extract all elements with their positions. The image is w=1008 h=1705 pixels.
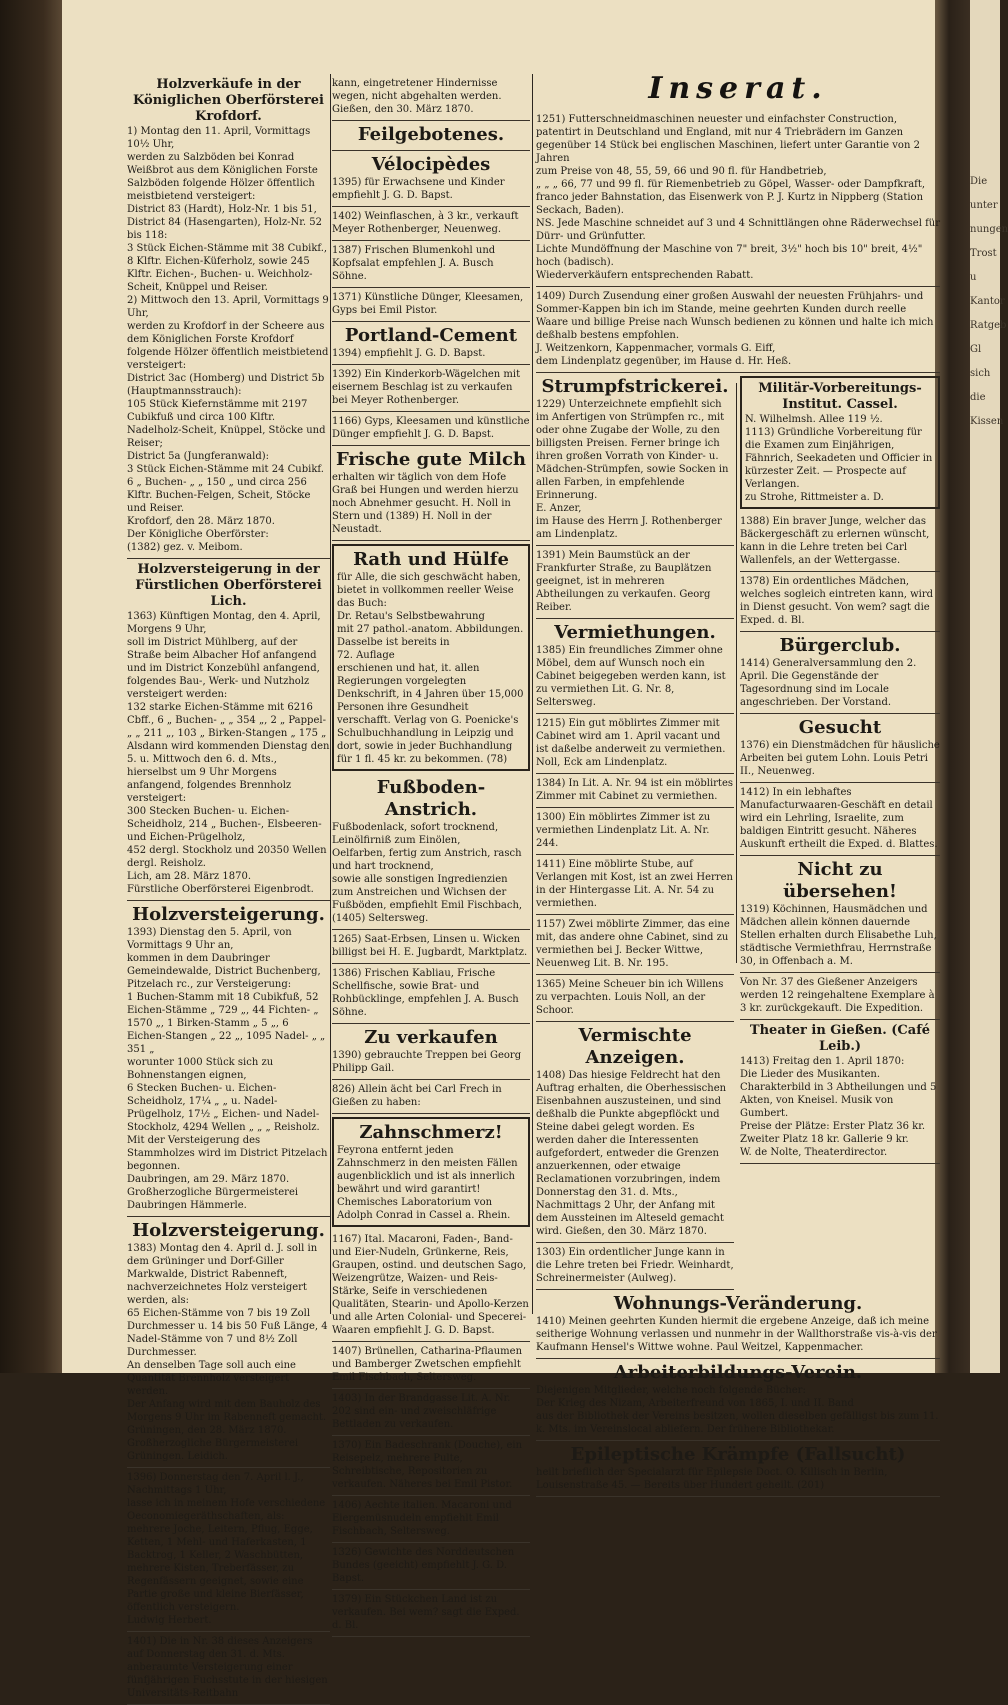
advertisement <box>536 1243 734 1290</box>
advertisement <box>740 376 940 509</box>
ad-text-line: District 83 (Hardt), Holz-Nr. 1 bis 51, District 84 (Hasengarten), Holz-Nr. 52 bis 118: <box>127 204 322 241</box>
advertisement <box>332 412 530 446</box>
advertisement <box>536 619 734 714</box>
ad-text-line: 1326) Gewichte des Norddeutschen Bundes (geeicht) empfiehlt J. G. D. Bapst. <box>332 1547 515 1584</box>
ad-heading: Arbeiterbildungs-Verein. <box>613 1362 863 1383</box>
ad-text-line: 1386) Frischen Kabliau, Frische Schellfische, sowie Brat- und Rohbücklinge, empfehlen J. A. Busch Söhne. <box>332 968 519 1018</box>
advertisement <box>127 1217 330 1468</box>
bleed-text: Kantor <box>970 296 1005 307</box>
ad-text-line: Feyrona entfernt jeden Zahnschmerz in den meisten Fällen augenblicklich und ist als innerlich bewährt und wird garantirt! <box>337 1145 518 1195</box>
ad-text-line: werden zu Krofdorf in der Scheere aus dem Königlichen Forste Krofdorf folgende Hölzer öffentlich meistbietend versteigert: <box>127 321 329 371</box>
column-3-left <box>536 373 734 1290</box>
advertisement <box>740 973 940 1020</box>
advertisement <box>740 783 940 856</box>
ad-text-line: Diejenigen Mitglieder, welche noch folgende Bücher: <box>536 1385 806 1396</box>
advertisement <box>332 446 530 541</box>
advertisement <box>740 714 940 783</box>
ad-text-line: 1113) Gründliche Vorbereitung für die Examen zum Einjährigen, Fähnrich, Seekadeten und Officier in kürzester Zeit. — Prospecte auf Verlangen. <box>745 427 933 490</box>
ad-heading: Holzverkäufe in der Königlichen Oberförsterei Krofdorf. <box>133 77 324 124</box>
advertisement <box>536 546 734 619</box>
advertisement <box>127 1632 330 1705</box>
advertisement <box>332 1024 530 1080</box>
ad-text-line: 65 Eichen-Stämme von 7 bis 19 Zoll Durchmesser u. 14 bis 50 Fuß Länge, 4 Nadel-Stämme von 7 und 8½ Zoll Durchmesser. <box>127 1308 328 1358</box>
ad-text-line: 300 Stecken Buchen- u. Eichen-Scheidholz, 214 „ Buchen-, Elsbeeren- und Eichen-Prügelholz, <box>127 806 322 843</box>
ad-text-line: 1393) Dienstag den 5. April, von Vormittags 9 Uhr an, <box>127 927 292 951</box>
advertisement <box>536 373 734 546</box>
ad-text-line: 1) Montag den 11. April, Vormittags 10½ Uhr, <box>127 126 311 150</box>
ad-text-line: 1363) Künftigen Montag, den 4. April, Morgens 9 Uhr, <box>127 611 321 635</box>
ad-text-line: 1265) Saat-Erbsen, Linsen u. Wicken billigst bei H. E. Jugbardt, Marktplatz. <box>332 934 528 958</box>
advertisement <box>332 241 530 288</box>
ad-text-line: heilt brieflich der Specialarzt für Epilepsie Doct. O. Killisch in Berlin, Louisenstraße 45. — Bereits über Hundert geheilt. (201) <box>536 1467 888 1491</box>
ad-heading: Holzversteigerung. <box>132 1220 325 1241</box>
advertisement <box>332 322 530 365</box>
ad-text-line: 1376) ein Dienstmädchen für häusliche Arbeiten bei gutem Lohn. Louis Petri II., Neuenweg. <box>740 740 940 777</box>
ad-text-line: Oelfarben, fertig zum Anstrich, rasch und hart trocknend, <box>332 848 522 872</box>
ad-text-line: 1413) Freitag den 1. April 1870: <box>740 1056 905 1067</box>
advertisement <box>332 74 530 121</box>
advertisement <box>332 288 530 322</box>
ad-text-line: erschienen und hat, it. allen Regierungen vorgelegten Denkschrift, in 4 Jahren über 15,000 Personen ihre Gesundheit verschafft. Verlag von G. Poenicke's Schulbuchhandlung in Leipzig und dort, sowie in jeder Buchhandlung für 1 fl. 45 kr. zu bekommen. (78) <box>337 663 524 765</box>
ad-text-line: Mit der Versteigerung des Stammholzes wird im District Pitzelach begonnen. <box>127 1135 328 1172</box>
ad-text-line: Preise der Plätze: Erster Platz 36 kr. Zweiter Platz 18 kr. Gallerie 9 kr. <box>740 1121 926 1145</box>
ad-text-line: Gießen, den 30. März 1870. <box>332 104 474 115</box>
ad-text-line: 1379) Ein Stückchen Land ist zu verkaufen. Bei wem? sagt die Exped. d. Bl. <box>332 1594 520 1631</box>
ad-text-line: franco jeder Bahnstation, das Eisenwerk von P. J. Kurtz in Nippberg (Station Seckach, Baden). <box>536 192 924 216</box>
ad-text-line: Großherzogliche Bürgermeisterei Grüningen. Leidich. <box>127 1438 299 1462</box>
advertisement <box>536 1441 940 1497</box>
ad-text-line: Leinölfirniß zum Einölen, <box>332 835 461 846</box>
bleed-text: Kissen <box>970 416 1004 427</box>
ad-text-line: Der Anfang wird mit dem Bauholz des Morgens 9 Uhr im Rabenneft gemacht. <box>127 1399 327 1423</box>
ad-text-line: 1166) Gyps, Kleesamen und künstliche Dünger empfiehlt J. G. D. Bapst. <box>332 416 530 440</box>
ad-text-line: „ „ „ 66, 77 und 99 fl. für Riemenbetrieb zu Göpel, Wasser- oder Dampfkraft, <box>536 179 926 190</box>
ad-text-line: Wiederverkäufern entsprechenden Rabatt. <box>536 270 754 281</box>
advertisement <box>332 544 530 771</box>
ad-text-line: zum Preise von 48, 55, 59, 66 und 90 fl. für Handbetrieb, <box>536 166 827 177</box>
ad-heading: Wohnungs-Veränderung. <box>613 1293 863 1314</box>
advertisement <box>332 1436 530 1496</box>
ad-text-line: 1406) Aechte italien. Macaroni und Eiergemüsnudeln empfiehlt Emil Fischbach, Seltersweg. <box>332 1500 512 1537</box>
advertisement <box>536 975 734 1022</box>
ad-text-line: 1396) Donnerstag den 7. April l. J., Nachmittags 1 Uhr, <box>127 1472 304 1496</box>
advertisement <box>332 365 530 412</box>
column-rule <box>330 74 331 1314</box>
ad-text-line: 1 Buchen-Stamm mit 18 Cubikfuß, 52 Eichen-Stämme „ 729 „, 44 Fichten- „ 1570 „, 1 Birken-Stamm „ 5 „, 6 Eichen-Stangen „ 22 „, 1095 Nadel- „ „ 351 „ <box>127 992 326 1055</box>
ad-text-line: 1385) Ein freundliches Zimmer ohne Möbel, dem auf Wunsch noch ein Cabinet beigegeben werden kann, ist zu vermiethen Lit. G. Nr. 8, Seltersweg. <box>536 645 726 708</box>
ad-text-line: Fürstliche Oberförsterei Eigenbrodt. <box>127 884 314 895</box>
ad-text-line: Grüningen, den 28. März 1870. <box>127 1425 287 1436</box>
ad-heading: Holzversteigerung in der Fürstlichen Oberförsterei Lich. <box>135 562 322 609</box>
advertisement <box>536 855 734 915</box>
ad-text-line: Der Krieg des Nizam, Arbeiterfreund von 1865, I. und II. Band <box>536 1398 854 1409</box>
ad-text-line: mehrere Joche, Leitern, Pflug, Egge, Ketten, 1 Mehl- und Haferkasten, 1 Backtrog, 1 Keller, 2 Waschbütten, mehrere Kisten, Treberfässer, zu Regenfässern geeignet, sowie eine Partie große und kleine Bierfässer, <box>127 1524 313 1600</box>
advertisement <box>332 1590 530 1637</box>
masthead: Inserat. <box>648 71 828 106</box>
advertisement <box>740 856 940 973</box>
bleed-text: Ratgeb <box>970 320 1007 331</box>
ad-text-line: Daubringen, am 29. März 1870. <box>127 1174 290 1185</box>
advertisement <box>332 1543 530 1590</box>
ad-text-line: Fußbodenlack, sofort trocknend, <box>332 822 499 833</box>
ad-text-line: District 5a (Jungferanwald): <box>127 451 270 462</box>
ad-text-line: soll im District Mühlberg, auf der Straße beim Albacher Hof anfangend und im District Konzebühl anfangend, folgendes Bau-, Werk- und Nutzholz versteigert werden: <box>127 637 320 700</box>
ad-text-line: 2) Mittwoch den 13. April, Vormittags 9 Uhr, <box>127 295 329 319</box>
advertisement <box>740 572 940 632</box>
ad-text-line: 105 Stück Kiefernstämme mit 2197 Cubikfuß und circa 100 Klftr. Nadelholz-Scheit, Knüppel, Stöcke und Reiser; <box>127 399 326 449</box>
advertisement <box>332 1496 530 1543</box>
ad-heading: Vélocipèdes <box>371 154 491 175</box>
ad-text-line: (1382) gez. v. Meibom. <box>127 542 243 553</box>
ad-text-line: 826) Allein ächt bei Carl Frech in Gießen zu haben: <box>332 1084 502 1108</box>
advertisement <box>740 1020 940 1164</box>
ad-text-line: District 3ac (Homberg) und District 5b (Hauptmannsstrauch): <box>127 373 325 397</box>
ad-text-line: Krofdorf, den 28. März 1870. <box>127 516 275 527</box>
bleed-text: Trost u <box>970 248 997 283</box>
bleed-text: Gl <box>970 344 982 355</box>
bleed-text: nungen <box>970 224 1008 235</box>
ad-text-line: 1394) empfiehlt J. G. D. Bapst. <box>332 348 486 359</box>
advertisement <box>332 1117 530 1227</box>
advertisement <box>536 1022 734 1243</box>
ad-text-line: Ludwig Herbert. <box>127 1615 212 1626</box>
advertisement <box>332 1389 530 1436</box>
advertisement <box>332 121 530 151</box>
ad-text-line: Chemisches Laboratorium von Adolph Conrad in Cassel a. Rhein. <box>337 1197 511 1221</box>
bleed-text: unter <box>970 200 998 211</box>
column-2 <box>332 74 530 1631</box>
ad-text-line: 1388) Ein braver Junge, welcher das Bäckergeschäft zu erlernen wünscht, kann in die Lehre treten bei Carl Wallenfels, an der Wettergasse. <box>740 516 930 566</box>
ad-text-line: Die Lieder des Musikanten. <box>740 1069 881 1080</box>
ad-text-line: 1251) Futterschneidmaschinen neuester und einfachster Construction, patentirt in Deutschland und England, mit nur 4 Triebrädern im Ganzen gegenüber 14 Stück bei englischen Maschinen, liefert unter Garantie von 2 Jahren <box>536 114 920 164</box>
advertisement <box>536 774 734 808</box>
advertisement <box>332 964 530 1024</box>
ad-text-line: 1229) Unterzeichnete empfiehlt sich im Anfertigen von Strümpfen rc., mit oder ohne Zugabe der Wolle, zu den billigsten Preisen. Ferner bringe ich ihren großen Vorrath von Kinder- u. Mädchen-Strümpfen, sowie Socken in allen Farben, in empfehlende Erinnerung. <box>536 399 729 501</box>
ad-text-line: 1411) Eine möblirte Stube, auf Verlangen mit Kost, ist an zwei Herren in der Hintergasse Lit. A. Nr. 54 zu vermiethen. <box>536 859 733 909</box>
advertisement <box>332 774 530 930</box>
column-3 <box>536 110 940 1491</box>
advertisement <box>332 1230 530 1342</box>
ad-text-line: 1403) In der Brandgasse Lit. A. Nr. 202 sind ein- und zweischläfrige Bettladen zu verkaufen. <box>332 1393 511 1430</box>
ad-text-line: 1395) für Erwachsene und Kinder empfiehlt J. G. D. Bapst. <box>332 177 505 201</box>
ad-text-line: 1371) Künstliche Dünger, Kleesamen, Gyps bei Emil Pistor. <box>332 292 524 316</box>
ad-text-line: Der Königliche Oberförster: <box>127 529 269 540</box>
ad-text-line: 3 Stück Eichen-Stämme mit 38 Cubikf., 8 Klftr. Eichen-Küferholz, sowie 245 Klftr. Eichen-, Buchen- u. Weichholz-Scheit, Knüppel und Reiser. <box>127 243 328 293</box>
advertisement <box>332 1342 530 1389</box>
advertisement <box>536 1290 940 1359</box>
ad-heading: Epileptische Krämpfe (Fallsucht) <box>570 1444 906 1465</box>
ad-text-line: 1215) Ein gut möblirtes Zimmer mit Cabinet wird am 1. April vacant und ist daßelbe anderweit zu vermiethen. Noll, Eck am Lindenplatz. <box>536 718 726 768</box>
ad-text-line: 1402) Weinflaschen, à 3 kr., verkauft Meyer Rothenberger, Neuenweg. <box>332 211 519 235</box>
ad-text-line: 1300) Ein möblirtes Zimmer ist zu vermiethen Lindenplatz Lit. A. Nr. 244. <box>536 812 711 849</box>
ad-text-line: 1414) Generalversammlung den 2. April. Die Gegenstände der Tagesordnung sind im Locale angeschrieben. Der Vorstand. <box>740 658 917 708</box>
ad-text-line: W. de Nolte, Theaterdirector. <box>740 1147 888 1158</box>
ad-text-line: kann, eingetretener Hindernisse wegen, nicht abgehalten werden. <box>332 78 502 102</box>
column-3-bottom <box>536 1290 940 1497</box>
advertisement <box>127 901 330 1217</box>
advertisement <box>536 287 940 373</box>
advertisement <box>536 110 940 287</box>
ad-text-line: lasse ich in meinem Hofe verschiedene Oeconomiegeräthschaften, als: <box>127 1498 326 1522</box>
book-binding <box>0 0 62 1373</box>
ad-text-line: 1408) Das hiesige Feldrecht hat den Auftrag erhalten, die Oberhessischen Eisenbahnen auszusteinen, und sind deßhalb die Punkte abgepflöckt und Steine dabei gelegt worden. Es werden daher die Interessenten aufgefordert, entweder die Grenzen anzuerkennen, oder etwaige Reclamationen vorzubringen, indem Donnerstag den 31. d. Mts., Nachmittags 2 Uhr, der Anfang mit dem Aussteinen im Alteseld gemacht wird. Gießen, den 30. März 1870. <box>536 1070 727 1237</box>
ad-text-line: 1392) Ein Kinderkorb-Wägelchen mit eisernem Beschlag ist zu verkaufen bei Meyer Rothenberger. <box>332 369 521 406</box>
ad-heading: Bürgerclub. <box>779 635 901 656</box>
ad-text-line: 1378) Ein ordentliches Mädchen, welches sogleich eintreten kann, wird in Dienst gesucht. Von wem? sagt die Exped. d. Bl. <box>740 576 934 626</box>
ad-text-line: E. Anzer, <box>536 503 582 514</box>
advertisement <box>536 1359 940 1441</box>
ad-text-line: 1391) Mein Baumstück an der Frankfurter Straße, zu Bauplätzen geeignet, ist in mehreren Abtheilungen zu verkaufen. Georg Reiber. <box>536 550 712 613</box>
ad-text-line: werden zu Salzböden bei Konrad Weißbrot aus dem Königlichen Forste Salzböden folgende Hölzer öffentlich meistbietend versteigert: <box>127 152 318 202</box>
advertisement <box>536 714 734 774</box>
ad-heading: Holzversteigerung. <box>132 904 325 925</box>
ad-text-line: mit 27 pathol.-anatom. Abbildungen. Dasselbe ist bereits in <box>337 624 524 648</box>
ad-text-line: 1365) Meine Scheuer bin ich Willens zu verpachten. Louis Noll, an der Schoor. <box>536 979 724 1016</box>
ad-heading: Rath und Hülfe <box>353 549 509 570</box>
ad-text-line: 1370) Ein Badeschrank (Douche), ein Reisepelz, mehrere Pulte, Schreibtische, Repositorien zu verkaufen. Näheres bei Emil Pistor. <box>332 1440 523 1490</box>
ad-text-line: 132 starke Eichen-Stämme mit 6216 Cbff., 6 „ Buchen- „ „ 354 „, 2 „ Pappel- „ „ 211 „, 103 „ Birken-Stangen „ 175 „ <box>127 702 327 739</box>
ad-text-line: J. Weitzenkorn, Kappenmacher, vormals G. Eiff, <box>536 343 776 354</box>
advertisement <box>127 74 330 559</box>
ad-text-line: NS. Jede Maschine schneidet auf 3 und 4 Schnittlängen ohne Räderwechsel für Dürr- und Grünfutter. <box>536 218 940 242</box>
ad-text-line: sowie alle sonstigen Ingredienzien zum Anstreichen und Wichsen der Fußböden, empfiehlt Emil Fischbach, (1405) Seltersweg. <box>332 874 523 924</box>
advertisement <box>127 1468 330 1632</box>
advertisement <box>536 915 734 975</box>
ad-text-line: 72. Auflage <box>337 650 395 661</box>
column-1 <box>127 74 330 1699</box>
column-3-right <box>740 373 940 1290</box>
bleed-text: sich die <box>970 368 991 403</box>
advertisement <box>740 512 940 572</box>
advertisement <box>332 207 530 241</box>
advertisement <box>536 808 734 855</box>
ad-heading: Strumpfstrickerei. <box>541 376 729 397</box>
ad-text-line: 1401) Die in Nr. 38 dieses Anzeigers auf Donnerstag den 31. d. Mts. anberaumte Versteigerung einer fünfjährigen Fuchsstute in der hiesigen Universitäts-Reitbahn <box>127 1636 328 1699</box>
ad-text-line: Lichte Mundöffnung der Maschine von 7" breit, 3½" hoch bis 10" breit, 4½" hoch (badisch). <box>536 244 923 268</box>
ad-text-line: erhalten wir täglich von dem Hofe Graß bei Hungen und werden hierzu noch Abnehmer gesucht. H. Noll in Stern und (1389) H. Noll in der Neustadt. <box>332 472 519 535</box>
ad-heading: Feilgebotenes. <box>357 124 505 145</box>
ad-heading: Vermiethungen. <box>554 622 716 643</box>
ad-text-line: 1387) Frischen Blumenkohl und Kopfsalat empfehlen J. A. Busch Söhne. <box>332 245 496 282</box>
ad-text-line: 1384) In Lit. A. Nr. 94 ist ein möblirtes Zimmer mit Cabinet zu vermiethen. <box>536 778 733 802</box>
bleed-text: Die <box>970 176 988 187</box>
ad-text-line: Lich, am 28. März 1870. <box>127 871 251 882</box>
advertisement <box>127 559 330 901</box>
ad-text-line: öffentlich versteigern. <box>127 1602 240 1613</box>
advertisement <box>740 632 940 714</box>
ad-text-line: Großherzogliche Bürgermeisterei Daubringen Hämmerle. <box>127 1187 299 1211</box>
ad-text-line: Alsdann wird kommenden Dienstag den 5. u. Mittwoch den 6. d. Mts., hierselbst um 9 Uhr Morgens anfangend, folgendes Brennholz versteigert: <box>127 741 330 804</box>
ad-heading: Theater in Gießen. (Café Leib.) <box>749 1023 931 1054</box>
ad-text-line: 1157) Zwei möblirte Zimmer, das eine mit, das andere ohne Cabinet, sind zu vermiethen bei J. Becker Wittwe, Neuenweg Lit. B. Nr. 195. <box>536 919 730 969</box>
ad-text-line: 6 Stecken Buchen- u. Eichen-Scheidholz, 17¼ „ „ u. Nadel-Prügelholz, 17½ „ Eichen- und Nadel-Stockholz, 4294 Wellen „ „ „ Reisholz. <box>127 1083 320 1133</box>
ad-text-line: zu Strohe, Rittmeister a. D. <box>745 492 884 503</box>
ad-text-line: dem Lindenplatz gegenüber, im Hause d. Hr. Heß. <box>536 356 792 367</box>
advertisement <box>332 930 530 964</box>
page-gutter <box>935 0 970 1373</box>
ad-text-line: 1412) In ein lebhaftes Manufacturwaaren-Geschäft en detail wird ein Lehrling, Israelite, zum baldigen Eintritt gesucht. Näheres Auskunft ertheilt die Exped. d. Blattes. <box>740 787 938 850</box>
ad-text-line: 1390) gebrauchte Treppen bei Georg Philipp Gail. <box>332 1050 522 1074</box>
ad-heading: Fußboden-Anstrich. <box>376 777 486 820</box>
column-3-top <box>536 110 940 373</box>
ad-heading: Frische gute Milch <box>335 449 527 470</box>
ad-text-line: 3 Stück Eichen-Stämme mit 24 Cubikf. 6 „ Buchen- „ „ 150 „ und circa 256 Klftr. Buchen-Felgen, Scheit, Stöcke und Reiser. <box>127 464 324 514</box>
ad-text-line: für Alle, die sich geschwächt haben, bietet in vollkommen reeller Weise das Buch: <box>337 572 521 609</box>
ad-text-line: 452 dergl. Stockholz und 20350 Wellen dergl. Reisholz. <box>127 845 327 869</box>
advertisement <box>332 151 530 207</box>
ad-text-line: worunter 1000 Stück sich zu Bohnenstangen eignen, <box>127 1057 274 1081</box>
ad-text-line: N. Wilhelmsh. Allee 119 ½. <box>745 414 883 425</box>
ad-text-line: Dr. Retau's Selbstbewahrung <box>337 611 485 622</box>
ad-heading: Portland-Cement <box>344 325 518 346</box>
ad-text-line: 1303) Ein ordentlicher Junge kann in die Lehre treten bei Friedr. Weinhardt, Schreinermeister (Aulweg). <box>536 1247 734 1284</box>
ad-text-line: 1167) Ital. Macaroni, Faden-, Band- und Eier-Nudeln, Grünkerne, Reis, Graupen, ostind. und deutschen Sago, Weizengrütze, Waizen- und Reis-Stärke, Seife in verschiedenen Qualitäten, Stearin- und Apollo-Kerzen und alle Arten Colonial- und Specerei-Waaren empfiehlt J. G. D. Bapst. <box>332 1234 529 1336</box>
ad-heading: Zahnschmerz! <box>359 1122 503 1143</box>
column-rule <box>532 74 533 1314</box>
advertisement <box>332 1080 530 1114</box>
adjacent-page-edge <box>970 0 1008 1373</box>
ad-heading: Vermischte Anzeigen. <box>578 1025 692 1068</box>
ad-text-line: im Hause des Herrn J. Rothenberger am Lindenplatz. <box>536 516 722 540</box>
ad-heading: Zu verkaufen <box>364 1027 498 1048</box>
ad-text-line: 1407) Brünellen, Catharina-Pflaumen und Bamberger Zwetschen empfiehlt Emil Fischbach, Seltersweg. <box>332 1346 523 1383</box>
ad-text-line: An denselben Tage soll auch eine Quantität Brennholz versteigert werden. <box>127 1360 296 1397</box>
ad-text-line: Charakterbild in 3 Abtheilungen und 5 Akten, von Kneisel. Musik von Gumbert. <box>740 1082 937 1119</box>
ad-text-line: 1410) Meinen geehrten Kunden hiermit die ergebene Anzeige, daß ich meine seitherige Wohnung verlassen und nunmehr in der Wallthorstraße vis-à-vis der Kaufmann Hensel's Wittwe wohne. Paul Weitzel, Kappenmacher. <box>536 1316 937 1353</box>
ad-heading: Nicht zu übersehen! <box>783 859 897 902</box>
ad-text-line: aus der Bibliothek der Vereins besitzen, wollen dieselben gefälligst bis zum 11. k. Mts. im Vereinslocal abliefern. Der frühere Bibliothekar. <box>536 1411 939 1435</box>
ad-text-line: Von Nr. 37 des Gießener Anzeigers werden 12 reingehaltene Exemplare à 3 kr. zurückgekauft. Die Expedition. <box>740 977 935 1014</box>
ad-text-line: 1319) Köchinnen, Hausmädchen und Mädchen allein können dauernde Stellen erhalten durch Elisabethe Luh, städtische Vermiethfrau, Herrnstraße 30, in Offenbach a. M. <box>740 904 937 967</box>
ad-heading: Militär-Vorbereitungs-Institut. Cassel. <box>758 381 922 412</box>
ad-text-line: kommen in dem Daubringer Gemeindewalde, District Buchenberg, Pitzelach rc., zur Versteigerung: <box>127 953 321 990</box>
ad-text-line: 1383) Montag den 4. April d. J. soll in dem Grüninger und Dorf-Giller Markwalde, District Rabenneft, nachverzeichnetes Holz versteigert werden, als: <box>127 1243 318 1306</box>
ad-heading: Gesucht <box>798 717 882 738</box>
ad-text-line: 1409) Durch Zusendung einer großen Auswahl der neuesten Frühjahrs- und Sommer-Kappen bin ich im Stande, meine geehrten Kunden durch reelle Waare und billige Preise nach Wunsch bedienen zu können und halte ich mich deßhalb bestens empfohlen. <box>536 291 934 341</box>
